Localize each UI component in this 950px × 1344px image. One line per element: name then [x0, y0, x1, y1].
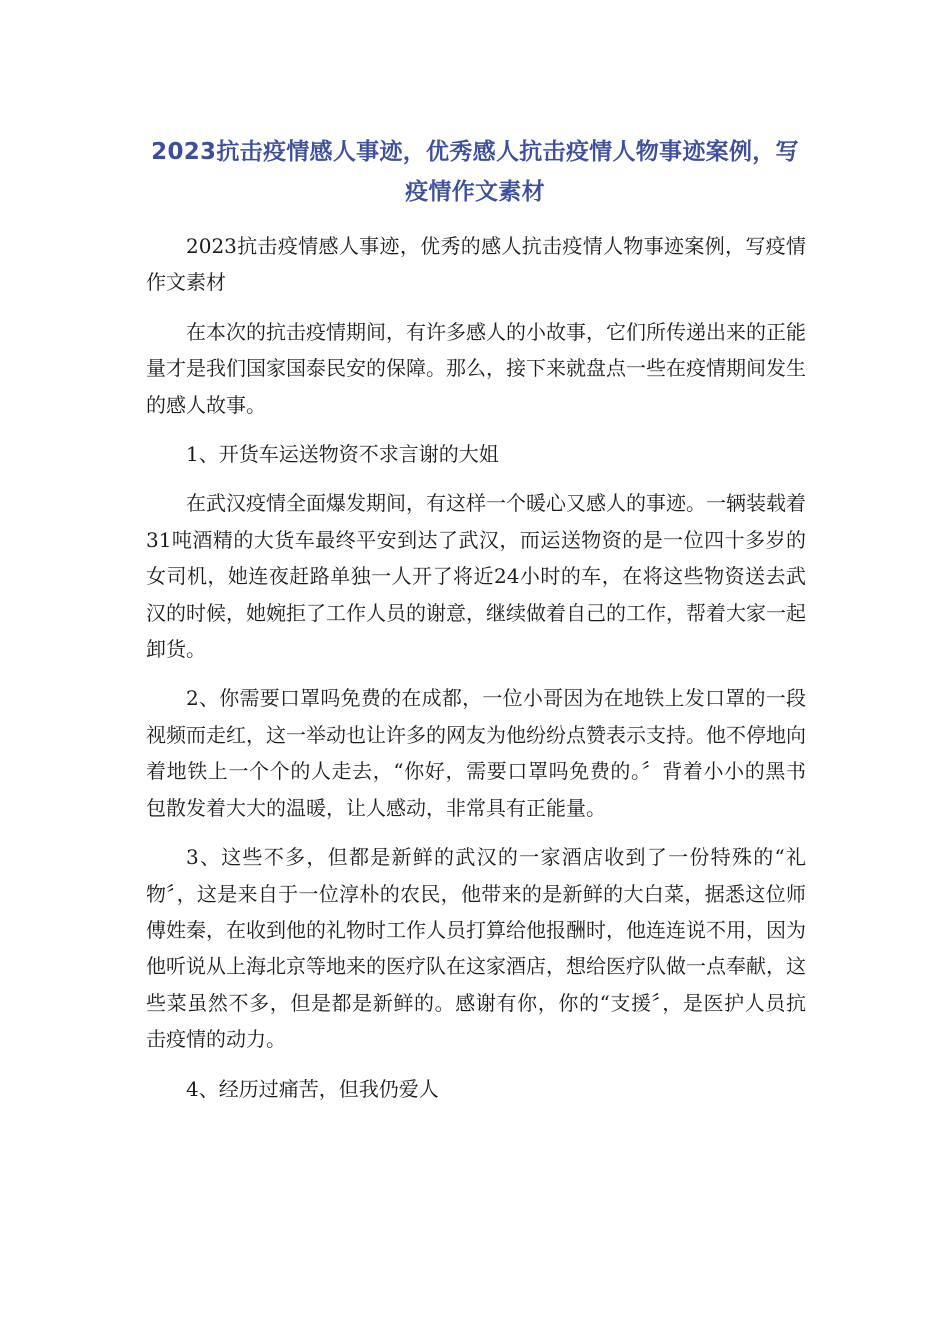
document-title: 2023抗击疫情感人事迹，优秀感人抗击疫情人物事迹案例，写疫情作文素材	[151, 139, 799, 205]
document-body	[146, 228, 806, 1120]
section-heading-4: 4、经历过痛苦，但我仍爱人	[186, 1076, 439, 1101]
section-heading-1: 1、开货车运送物资不求言谢的大姐	[186, 442, 499, 467]
paragraph-story-2: 2、你需要口罩吗免费的在成都，一位小哥因为在地铁上发口罩的一段视频而走红，这一举动也让许多的网友为他纷纷点赞表示支持。他不停地向着地铁上一个个的人走去，“你好，需要口罩吗免费的。〞背着小小的黑书包散发着大大的温暖，让人感动，非常具有正能量。	[146, 686, 806, 820]
paragraph-subtitle: 2023抗击疫情感人事迹，优秀的感人抗击疫情人物事迹案例，写疫情作文素材	[146, 234, 806, 295]
paragraph-story-3: 3、这些不多，但都是新鲜的武汉的一家酒店收到了一份特殊的“礼物〞，这是来自于一位淳朴的农民，他带来的是新鲜的大白菜，据悉这位师傅姓秦，在收到他的礼物时工作人员打算给他报酬时，他连连说不用，因为他听说从上海北京等地来的医疗队在这家酒店，想给医疗队做一点奉献，这些菜虽然不多，但是都是新鲜的。感谢有你，你的“支援〞，是医护人员抗击疫情的动力。	[146, 845, 806, 1052]
paragraph-story-1: 在武汉疫情全面爆发期间，有这样一个暖心又感人的事迹。一辆装载着31吨酒精的大货车最终平安到达了武汉，而运送物资的是一位四十多岁的女司机，她连夜赶路单独一人开了将近24小时的车，在将这些物资送去武汉的时候，她婉拒了工作人员的谢意，继续做着自己的工作，帮着大家一起卸货。	[146, 491, 806, 662]
paragraph-intro: 在本次的抗击疫情期间，有许多感人的小故事，它们所传递出来的正能量才是我们国家国泰民安的保障。那么，接下来就盘点一些在疫情期间发生的感人故事。	[146, 319, 806, 417]
